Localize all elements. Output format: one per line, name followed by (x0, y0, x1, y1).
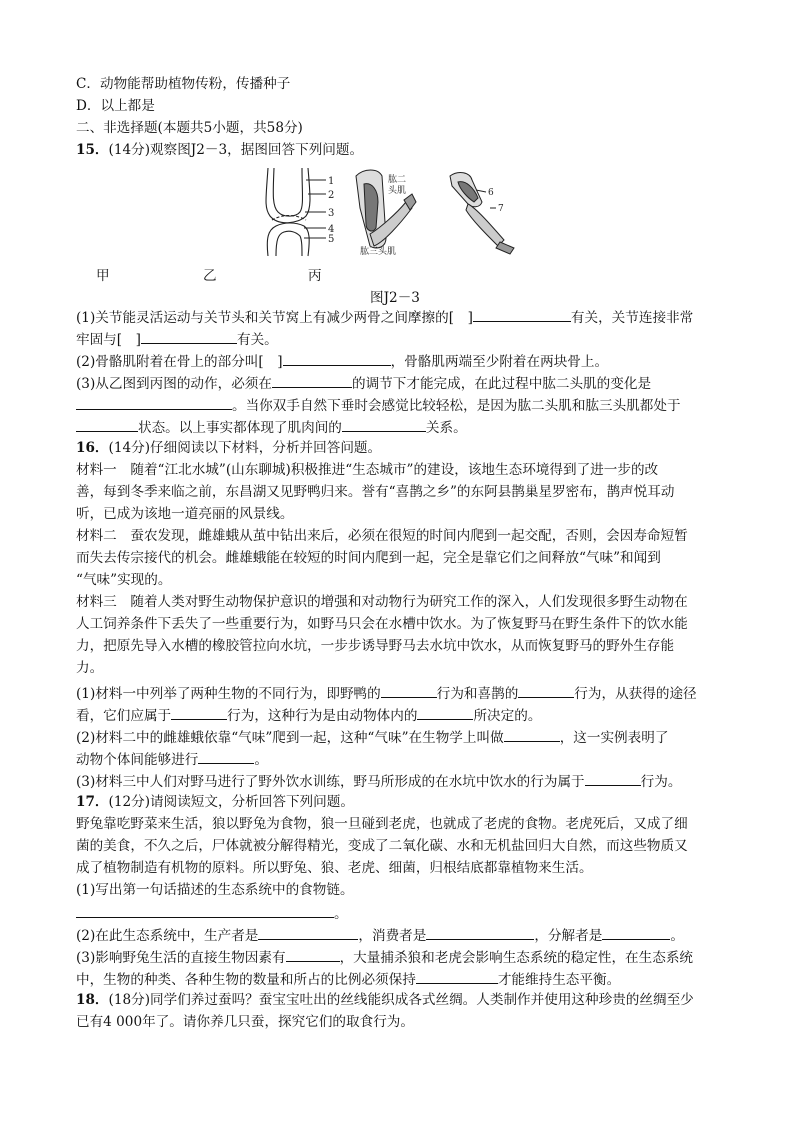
figure-label-bing: 丙 (308, 268, 322, 284)
passage-17-line2: 菌的美食，不久之后，尸体就被分解得精光，变成了二氧化碳、水和无机盐回归大自然，而这些物质又 (76, 838, 688, 854)
joint-label-2: 2 (328, 190, 335, 201)
knee-joint-diagram (266, 168, 326, 256)
text-segment: 行为，从获得的途径 (574, 686, 697, 702)
text-segment: 有关，关节连接非常 (570, 310, 694, 326)
text-segment: 看，它们应属于 (76, 708, 172, 724)
q15-3-line2 (76, 394, 681, 418)
biceps-label-line2: 头肌 (388, 186, 407, 196)
text-segment: 行为和喜鹊的 (436, 686, 519, 702)
q18-text: (18分)同学们养过蚕吗？蚕宝宝吐出的丝线能织成各式丝绸。人类制作并使用这种珍贵的丝绸至少 (108, 992, 694, 1008)
blank-15-1a[interactable] (473, 306, 571, 322)
figure-label-yi: 乙 (203, 268, 217, 284)
material-1-line3: 听，已成为该地一道亮丽的风景线。 (76, 506, 294, 522)
material-3-line2: 人工饲养条件下丢失了一些重要行为，如野马只会在水槽中饮水。为了恢复野马在野生条件下的饮水能 (76, 616, 688, 632)
q17-1-answer (76, 902, 348, 926)
q15-3-line3 (76, 416, 467, 440)
text-segment: (1)材料一中列举了两种生物的不同行为，即野鸭的 (76, 686, 381, 702)
text-segment: 行为。 (640, 774, 682, 790)
material-3-line4: 力。 (76, 660, 104, 676)
q15-1-line1 (76, 306, 693, 330)
joint-label-1: 1 (328, 176, 335, 187)
blank-16-1b[interactable] (518, 682, 574, 698)
q15-stem (76, 140, 363, 162)
q16-1-line1 (76, 682, 697, 706)
blank-16-2b[interactable] (198, 748, 254, 764)
text-segment: 动物个体间能够进行 (76, 752, 199, 768)
text-segment: (2)在此生态系统中，生产者是 (76, 928, 259, 944)
material-3-line1: 材料三 随着人类对野生动物保护意识的增强和对动物行为研究工作的深入，人们发现很多野生动物在 (76, 594, 688, 610)
q16-text: (14分)仔细阅读以下材料，分析并回答问题。 (108, 440, 382, 456)
blank-16-1d[interactable] (417, 704, 473, 720)
text-segment: ，骨骼肌两端至少附着在两块骨上。 (390, 354, 609, 370)
blank-15-1b[interactable] (141, 328, 237, 344)
text-segment: 才能维持生态平衡。 (497, 972, 621, 988)
blank-17-3b[interactable] (416, 968, 498, 984)
q16-2-line2 (76, 748, 268, 772)
q18-stem (76, 990, 694, 1012)
q16-1-line2 (76, 704, 541, 728)
blank-17-3a[interactable] (286, 946, 340, 962)
text-segment: 所决定的。 (473, 708, 542, 724)
passage-17-line1: 野兔靠吃野菜来生活，狼以野兔为食物，狼一旦碰到老虎，也就成了老虎的食物。老虎死后，又成了细 (76, 816, 688, 832)
text-segment: 的调节下才能完成，在此过程中肱二头肌的变化是 (351, 376, 652, 392)
figure-j2-3 (260, 168, 520, 260)
q17-text: (12分)请阅读短文，分析回答下列问题。 (108, 794, 354, 810)
text-segment: ，分解者是 (534, 928, 603, 944)
passage-17-line3: 成了植物制造有机物的原料。所以野兔、狼、老虎、细菌，归根结底都靠植物来生活。 (76, 860, 593, 876)
text-segment: 关系。 (425, 420, 467, 436)
arm-label-7: 7 (498, 204, 504, 214)
material-1-line1: 材料一 随着“江北水城”(山东聊城)积极推进“生态城市”的建设，该地生态环境得到了进一步的改 (76, 462, 659, 478)
option-c: C．动物能帮助植物传粉，传播种子 (76, 76, 291, 92)
q16-2-line1 (76, 726, 668, 750)
blank-15-3a[interactable] (272, 372, 352, 388)
q15-2-line (76, 350, 608, 374)
material-2-line2: 而失去传宗接代的机会。雌雄蛾能在较短的时间内爬到一起，完全是靠它们之间释放“气味”和闻到 (76, 550, 661, 566)
q16-stem (76, 438, 381, 460)
text-segment: (3)从乙图到丙图的动作，必须在 (76, 376, 272, 392)
text-segment: 。 (334, 906, 348, 922)
q17-1-line: (1)写出第一句话描述的生态系统中的食物链。 (76, 882, 354, 898)
text-segment: (3)材料三中人们对野马进行了野外饮水训练，野马所形成的在水坑中饮水的行为属于 (76, 774, 585, 790)
text-segment: (3)影响野兔生活的直接生物因素有 (76, 950, 286, 966)
blank-16-2a[interactable] (504, 726, 560, 742)
blank-16-3[interactable] (585, 770, 641, 786)
blank-17-2c[interactable] (602, 924, 670, 940)
q15-1-line2 (76, 328, 278, 352)
material-3-line3: 力，把原先导入水槽的橡胶管拉向水坑，一步步诱导野马去水坑中饮水，从而恢复野马的野外生存能 (76, 638, 675, 654)
text-segment: (1)关节能灵活运动与关节头和关节窝上有减少两骨之间摩擦的[ ] (76, 310, 473, 326)
q17-stem (76, 792, 354, 814)
blank-15-3b[interactable] (76, 394, 232, 410)
blank-17-1[interactable] (76, 902, 334, 918)
blank-17-2a[interactable] (258, 924, 358, 940)
q17-2-line (76, 924, 684, 948)
arm-label-6: 6 (488, 188, 494, 198)
q16-number: 16． (76, 440, 109, 456)
q15-3-line1 (76, 372, 651, 396)
bent-arm-diagram (356, 170, 416, 248)
blank-15-3c[interactable] (76, 416, 138, 432)
section-heading: 二、非选择题(本题共5小题，共58分) (76, 120, 303, 136)
straight-arm-diagram (450, 173, 514, 254)
joint-label-5: 5 (328, 234, 335, 245)
triceps-label: 肱三头肌 (360, 247, 397, 257)
q15-number: 15． (76, 142, 109, 158)
figure-label-jia: 甲 (96, 268, 110, 284)
text-segment: 状态。以上事实都体现了肌肉间的 (138, 420, 342, 436)
blank-15-3d[interactable] (342, 416, 426, 432)
text-segment: ，大量捕杀狼和老虎会影响生态系统的稳定性，在生态系统 (339, 950, 694, 966)
text-segment: 行为，这种行为是由动物体内的 (227, 708, 418, 724)
option-d: D．以上都是 (76, 98, 155, 114)
joint-label-3: 3 (328, 208, 335, 219)
blank-16-1c[interactable] (171, 704, 227, 720)
text-segment: 牢固与[ ] (76, 332, 141, 348)
biceps-label-line1: 肱二 (388, 175, 407, 185)
q17-number: 17． (76, 794, 109, 810)
joint-label-4: 4 (328, 224, 335, 235)
blank-17-2b[interactable] (426, 924, 534, 940)
text-segment: ，消费者是 (358, 928, 427, 944)
figure-caption: 图J2－3 (370, 290, 420, 306)
text-segment: ，这一实例表明了 (559, 730, 669, 746)
text-segment: 有关。 (236, 332, 278, 348)
blank-16-1a[interactable] (381, 682, 437, 698)
q17-3-line1 (76, 946, 693, 970)
text-segment: 中，生物的种类、各种生物的数量和所占的比例必须保持 (76, 972, 416, 988)
blank-15-2[interactable] (283, 350, 391, 366)
text-segment: (2)骨骼肌附着在骨上的部分叫[ ] (76, 354, 283, 370)
text-segment: 。 (254, 752, 268, 768)
text-segment: 。当你双手自然下垂时会感觉比较轻松，是因为肱二头肌和肱三头肌都处于 (232, 398, 681, 414)
material-2-line1: 材料二 蚕农发现，雌雄蛾从茧中钻出来后，必须在很短的时间内爬到一起交配，否则，会因寿命短暂 (76, 528, 688, 544)
q18-number: 18． (76, 992, 109, 1008)
q18-line2: 已有4 000年了。请你养几只蚕，探究它们的取食行为。 (76, 1014, 414, 1030)
text-segment: (2)材料二中的雌雄蛾依靠“气味”爬到一起，这种“气味”在生物学上叫做 (76, 730, 504, 746)
material-1-line2: 善，每到冬季来临之前，东昌湖又见野鸭归来。誉有“喜鹊之乡”的东阿县鹊巢星罗密布，鹊声悦耳动 (76, 484, 675, 500)
q16-3-line (76, 770, 681, 794)
q15-text: (14分)观察图J2－3，据图回答下列问题。 (108, 142, 364, 158)
material-2-line3: “气味”实现的。 (76, 572, 172, 588)
text-segment: 。 (670, 928, 684, 944)
q17-3-line2 (76, 968, 620, 992)
